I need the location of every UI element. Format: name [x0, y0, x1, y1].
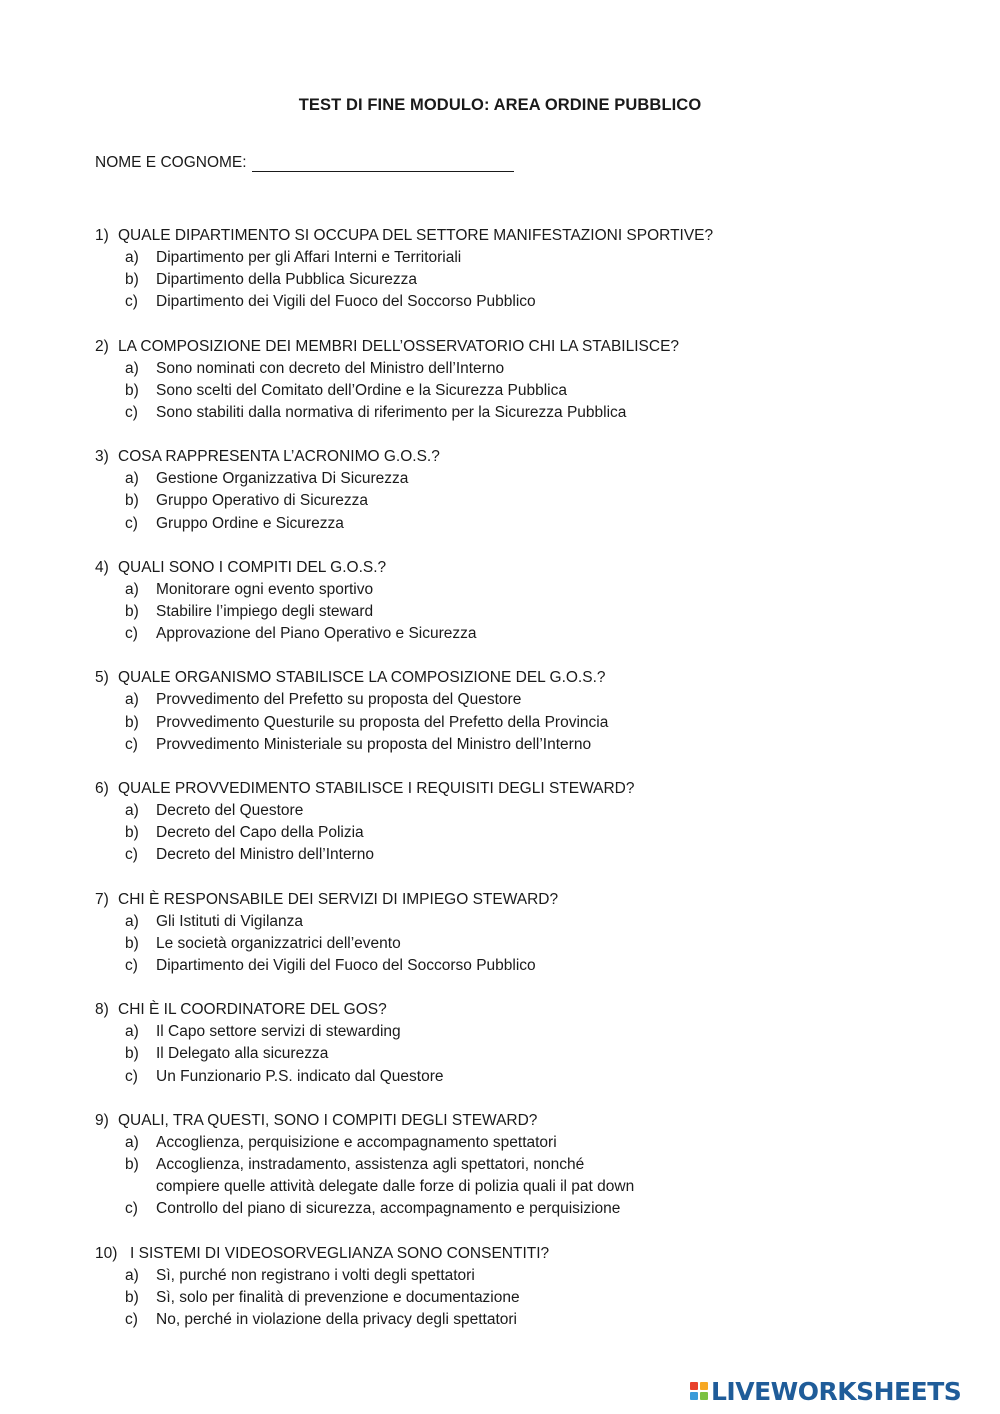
option-text: Controllo del piano di sicurezza, accompagnamento e perquisizione: [156, 1200, 621, 1218]
option-text: Provvedimento Ministeriale su proposta del Ministro dell’Interno: [156, 735, 592, 753]
answer-option[interactable]: [95, 380, 915, 402]
question-5: [95, 667, 915, 756]
question-text: [95, 225, 915, 247]
option-letter: a): [125, 912, 139, 930]
option-text: Accoglienza, instradamento, assistenza agli spettatori, nonché: [156, 1156, 585, 1174]
question-8: [95, 999, 915, 1088]
name-field: [95, 154, 514, 172]
option-text: Gli Istituti di Vigilanza: [156, 912, 304, 930]
option-text: Dipartimento dei Vigili del Fuoco del Soccorso Pubblico: [156, 293, 536, 311]
option-text: Accoglienza, perquisizione e accompagnamento spettatori: [156, 1133, 557, 1151]
option-text: Gestione Organizzativa Di Sicurezza: [156, 470, 409, 488]
question-10: [95, 1243, 915, 1332]
answer-option[interactable]: [95, 1021, 915, 1043]
question-text: [95, 999, 915, 1021]
answer-option[interactable]: [95, 468, 915, 490]
option-letter: a): [125, 1023, 139, 1041]
option-text: Sono nominati con decreto del Ministro dell’Interno: [156, 359, 505, 377]
answer-option[interactable]: [95, 800, 915, 822]
option-text: Le società organizzatrici dell’evento: [156, 934, 401, 952]
answer-option[interactable]: [95, 1154, 915, 1198]
logo-icon: [690, 1382, 708, 1400]
question-text: [95, 1243, 915, 1265]
question-number: 3): [95, 448, 109, 466]
option-letter: c): [125, 514, 138, 532]
answer-option[interactable]: [95, 1066, 915, 1088]
question-text: [95, 336, 915, 358]
answer-option[interactable]: [95, 1309, 915, 1331]
answer-option[interactable]: [95, 955, 915, 977]
question-text: [95, 1110, 915, 1132]
option-letter: a): [125, 1266, 139, 1284]
option-text: Dipartimento dei Vigili del Fuoco del Soccorso Pubblico: [156, 957, 536, 975]
answer-option[interactable]: [95, 269, 915, 291]
question-label: QUALI, TRA QUESTI, SONO I COMPITI DEGLI STEWARD?: [118, 1111, 538, 1129]
answer-option[interactable]: [95, 734, 915, 756]
option-letter: c): [125, 735, 138, 753]
question-label: QUALE ORGANISMO STABILISCE LA COMPOSIZIONE DEL G.O.S.?: [118, 669, 606, 687]
question-number: 8): [95, 1001, 109, 1019]
answer-option[interactable]: [95, 291, 915, 313]
answer-option[interactable]: [95, 247, 915, 269]
answer-option[interactable]: [95, 822, 915, 844]
option-letter: a): [125, 359, 139, 377]
question-text: [95, 446, 915, 468]
answer-option[interactable]: [95, 689, 915, 711]
question-label: QUALE DIPARTIMENTO SI OCCUPA DEL SETTORE MANIFESTAZIONI SPORTIVE?: [118, 227, 714, 244]
question-number: 9): [95, 1111, 109, 1129]
option-text: Il Delegato alla sicurezza: [156, 1045, 329, 1063]
question-label: QUALE PROVVEDIMENTO STABILISCE I REQUISITI DEGLI STEWARD?: [118, 780, 635, 798]
option-letter: c): [125, 1067, 138, 1085]
option-letter: b): [125, 603, 139, 621]
option-text: Sono scelti del Comitato dell’Ordine e la Sicurezza Pubblica: [156, 381, 567, 399]
option-letter: b): [125, 1288, 139, 1306]
answer-option[interactable]: [95, 933, 915, 955]
option-text: Dipartimento per gli Affari Interni e Territoriali: [156, 249, 462, 266]
logo-block: [690, 1392, 698, 1400]
option-text: Un Funzionario P.S. indicato dal Questore: [156, 1067, 444, 1085]
question-number: 7): [95, 890, 109, 908]
question-label: CHI È RESPONSABILE DEI SERVIZI DI IMPIEGO STEWARD?: [118, 890, 559, 908]
question-text: [95, 667, 915, 689]
option-text: Dipartimento della Pubblica Sicurezza: [156, 271, 418, 289]
logo-block: [700, 1382, 708, 1390]
question-label: QUALI SONO I COMPITI DEL G.O.S.?: [118, 558, 387, 576]
option-letter: b): [125, 934, 139, 952]
option-letter: c): [125, 1200, 138, 1218]
question-4: [95, 557, 915, 646]
answer-option[interactable]: [95, 601, 915, 623]
liveworksheets-logo: [690, 1376, 961, 1406]
option-letter: a): [125, 1133, 139, 1151]
option-letter: b): [125, 381, 139, 399]
option-text-continued: compiere quelle attività delegate dalle forze di polizia quali il pat down: [156, 1178, 635, 1196]
option-letter: b): [125, 492, 139, 510]
option-text: Gruppo Ordine e Sicurezza: [156, 514, 344, 532]
option-text: Sì, solo per finalità di prevenzione e documentazione: [156, 1288, 520, 1306]
question-text: [95, 557, 915, 579]
option-letter: b): [125, 713, 139, 731]
option-letter: b): [125, 1156, 139, 1174]
question-number: 5): [95, 669, 109, 687]
option-letter: b): [125, 1045, 139, 1063]
question-9: [95, 1110, 915, 1221]
option-text: Decreto del Ministro dell’Interno: [156, 846, 374, 864]
option-letter: c): [125, 957, 138, 975]
option-letter: c): [125, 1311, 138, 1329]
question-label: LA COMPOSIZIONE DEI MEMBRI DELL’OSSERVATORIO CHI LA STABILISCE?: [118, 337, 680, 355]
option-text: Provvedimento Questurile su proposta del Prefetto della Provincia: [156, 713, 609, 731]
option-letter: a): [125, 691, 139, 709]
option-letter: b): [125, 824, 139, 842]
logo-block: [690, 1382, 698, 1390]
option-letter: c): [125, 404, 138, 422]
answer-option[interactable]: [95, 490, 915, 512]
question-label: COSA RAPPRESENTA L’ACRONIMO G.O.S.?: [118, 448, 440, 466]
option-letter: c): [125, 846, 138, 864]
question-label: CHI È IL COORDINATORE DEL GOS?: [118, 1001, 387, 1019]
answer-option[interactable]: [95, 513, 915, 535]
option-text: Decreto del Questore: [156, 802, 304, 820]
name-label: NOME E COGNOME:: [95, 154, 247, 171]
question-number: 1): [95, 227, 109, 244]
answer-option[interactable]: [95, 358, 915, 380]
answer-option[interactable]: [95, 1198, 915, 1220]
question-number: 6): [95, 780, 109, 798]
option-text: Approvazione del Piano Operativo e Sicurezza: [156, 625, 477, 643]
question-7: [95, 889, 915, 978]
name-blank-line[interactable]: [252, 154, 514, 172]
question-label: I SISTEMI DI VIDEOSORVEGLIANZA SONO CONSENTITI?: [130, 1244, 550, 1262]
option-letter: a): [125, 470, 139, 488]
option-text: Monitorare ogni evento sportivo: [156, 580, 374, 598]
option-letter: b): [125, 271, 139, 289]
option-text: Stabilire l’impiego degli steward: [156, 603, 374, 621]
option-text: Provvedimento del Prefetto su proposta del Questore: [156, 691, 522, 709]
question-number: 4): [95, 558, 109, 576]
option-text: No, perché in violazione della privacy degli spettatori: [156, 1311, 518, 1329]
answer-option[interactable]: [95, 579, 915, 601]
question-6: [95, 778, 915, 867]
answer-option[interactable]: [95, 1265, 915, 1287]
page-title: TEST DI FINE MODULO: AREA ORDINE PUBBLICO: [298, 96, 702, 114]
question-text: [95, 778, 915, 800]
logo-block: [700, 1392, 708, 1400]
answer-option[interactable]: [95, 844, 915, 866]
option-letter: a): [125, 580, 139, 598]
question-text: [95, 889, 915, 911]
question-list: [95, 225, 915, 1353]
option-letter: c): [125, 293, 138, 311]
question-3: [95, 446, 915, 535]
option-letter: a): [125, 249, 139, 266]
question-number: 10): [95, 1244, 118, 1262]
option-text: Sì, purché non registrano i volti degli spettatori: [156, 1266, 475, 1284]
option-letter: c): [125, 625, 138, 643]
question-number: 2): [95, 337, 109, 355]
answer-option[interactable]: [95, 1043, 915, 1065]
option-text: Decreto del Capo della Polizia: [156, 824, 364, 842]
answer-option[interactable]: [95, 1287, 915, 1309]
option-letter: a): [125, 802, 139, 820]
question-1: [95, 225, 915, 314]
answer-option[interactable]: [95, 712, 915, 734]
logo-text: LIVEWORKSHEETS: [711, 1376, 962, 1406]
answer-option[interactable]: [95, 402, 915, 424]
answer-option[interactable]: [95, 623, 915, 645]
answer-option[interactable]: [95, 1132, 915, 1154]
option-text: Sono stabiliti dalla normativa di riferimento per la Sicurezza Pubblica: [156, 404, 627, 422]
option-text: Gruppo Operativo di Sicurezza: [156, 492, 368, 510]
question-2: [95, 336, 915, 425]
answer-option[interactable]: [95, 911, 915, 933]
option-text: Il Capo settore servizi di stewarding: [156, 1023, 401, 1041]
